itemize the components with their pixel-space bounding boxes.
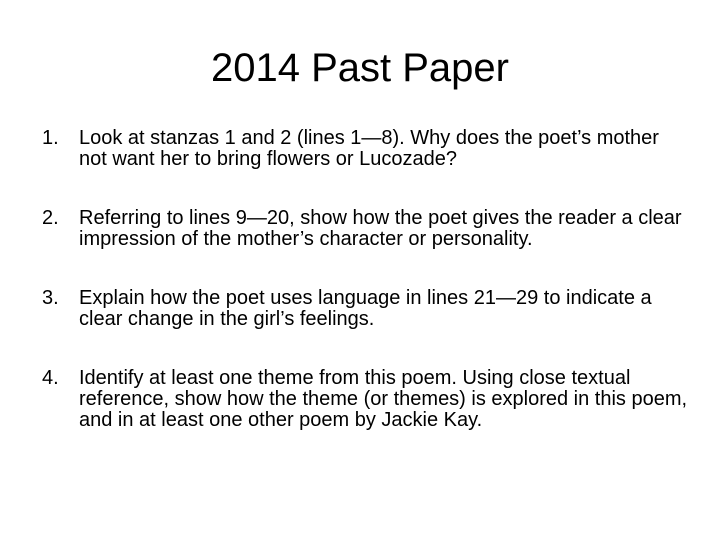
slide-title: 2014 Past Paper	[211, 46, 509, 90]
question-text: Look at stanzas 1 and 2 (lines 1—8). Why does the poet’s mother not want her to bring flowers or Lucozade?	[79, 127, 659, 170]
question-text: Explain how the poet uses language in lines 21—29 to indicate a clear change in the girl’s feelings.	[79, 287, 652, 330]
question-number: 1.	[42, 127, 59, 149]
question-1	[42, 128, 692, 170]
question-text: Referring to lines 9—20, show how the poet gives the reader a clear impression of the mother’s character or personality.	[79, 207, 682, 250]
question-text: Identify at least one theme from this poem. Using close textual reference, show how the theme (or themes) is explored in this poem, and in at least one other poem by Jackie Kay.	[79, 367, 688, 431]
question-number: 3.	[42, 287, 59, 309]
question-3	[42, 288, 692, 330]
question-number: 4.	[42, 367, 59, 389]
question-list	[42, 128, 692, 469]
question-number: 2.	[42, 207, 59, 229]
question-2	[42, 208, 692, 250]
question-4	[42, 368, 692, 431]
